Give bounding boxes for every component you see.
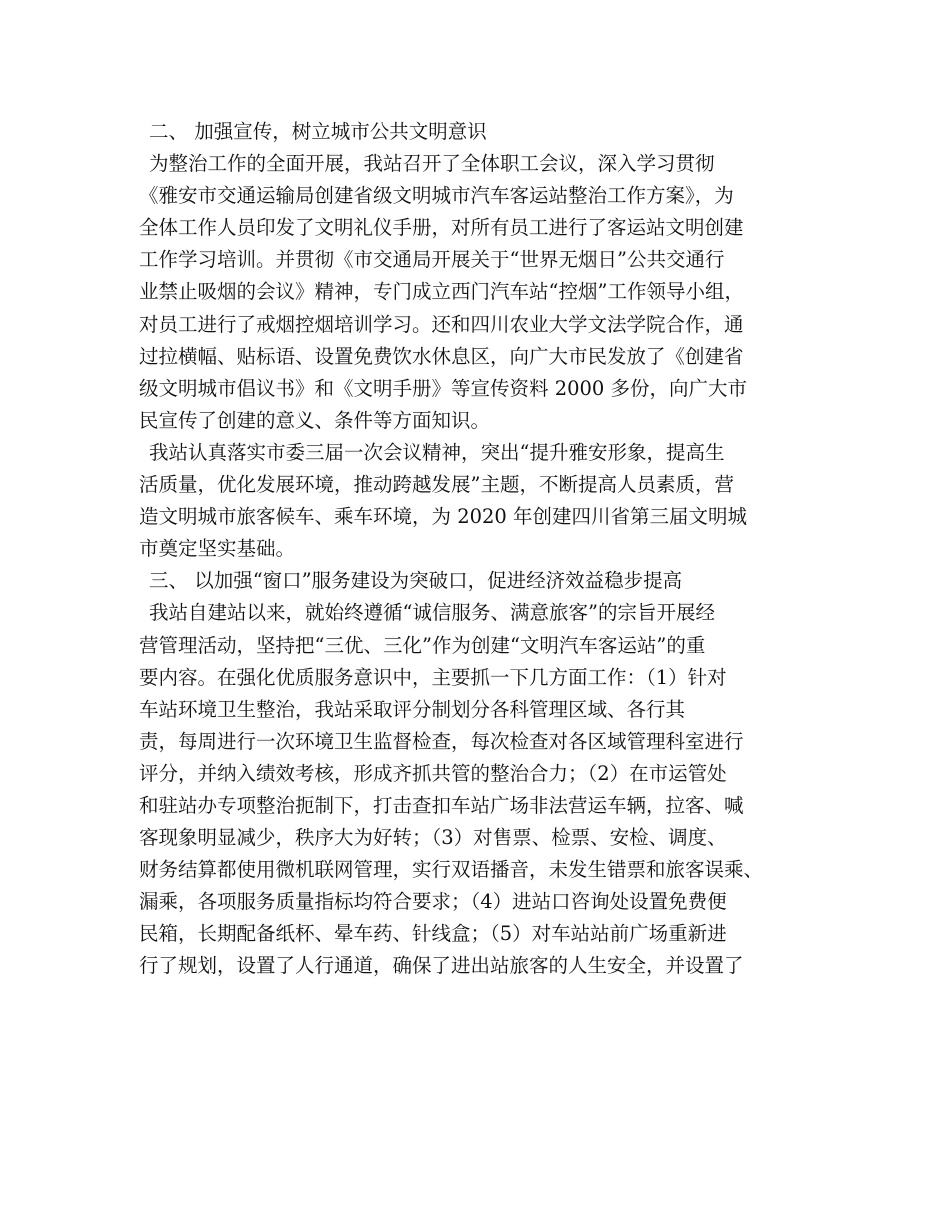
paragraph-line: 造文明城市旅客候车、乘车环境，为 2020 年创建四川省第三届文明城 <box>139 505 748 529</box>
paragraph-line: 责，每周进行一次环境卫生监督检查，每次检查对各区域管理科室进行 <box>139 729 744 753</box>
paragraph-line: 漏乘，各项服务质量指标均符合要求；（4）进站口咨询处设置免费便 <box>139 890 727 914</box>
paragraph-line: 对员工进行了戒烟控烟培训学习。还和四川农业大学文法学院合作，通 <box>139 312 744 336</box>
paragraph-line: 过拉横幅、贴标语、设置免费饮水休息区，向广大市民发放了《创建省 <box>139 344 744 368</box>
paragraph-line: 评分，并纳入绩效考核，形成齐抓共管的整治合力；（2）在市运管处 <box>139 761 727 785</box>
section-heading-2: 二、 加强宣传，树立城市公共文明意识 <box>149 120 487 143</box>
paragraph-line: 客现象明显减少，秩序大为好转；（3）对售票、检票、安检、调度、 <box>139 826 727 850</box>
paragraph-line: 要内容。在强化优质服务意识中，主要抓一下几方面工作：（1）针对 <box>139 665 727 689</box>
paragraph-line: 业禁止吸烟的会议》精神，专门成立西门汽车站“控烟”工作领导小组， <box>139 280 744 304</box>
paragraph-line: 我站自建站以来，就始终遵循“诚信服务、满意旅客”的宗旨开展经 <box>149 601 715 625</box>
section-heading-3: 三、 以加强“窗口”服务建设为突破口，促进经济效益稳步提高 <box>149 569 683 593</box>
paragraph-line: 《雅安市交通运输局创建省级文明城市汽车客运站整治工作方案》，为 <box>139 184 734 208</box>
paragraph-line: 活质量，优化发展环境，推动跨越发展”主题，不断提高人员素质，营 <box>139 473 734 497</box>
paragraph-line: 民箱，长期配备纸杯、晕车药、针线盒；（5）对车站站前广场重新进 <box>139 922 727 946</box>
paragraph-line: 我站认真落实市委三届一次会议精神，突出“提升雅安形象，提高生 <box>149 440 725 464</box>
paragraph-line: 车站环境卫生整治，我站采取评分制划分各科管理区域、各行其 <box>139 697 686 721</box>
paragraph-line: 民宣传了创建的意义、条件等方面知识。 <box>139 408 491 432</box>
paragraph-line: 级文明城市倡议书》和《文明手册》等宣传资料 2000 多份，向广大市 <box>139 376 748 400</box>
paragraph-line: 市奠定坚实基础。 <box>139 537 296 561</box>
paragraph-line: 行了规划，设置了人行通道，确保了进出站旅客的人生安全，并设置了 <box>139 954 744 978</box>
paragraph-line: 工作学习培训。并贯彻《市交通局开展关于“世界无烟日”公共交通行 <box>139 248 725 272</box>
paragraph-line: 营管理活动，坚持把“三优、三化”作为创建“文明汽车客运站”的重 <box>139 633 706 657</box>
paragraph-line: 财务结算都使用微机联网管理，实行双语播音，未发生错票和旅客误乘、 <box>139 858 764 882</box>
document-body <box>139 116 839 983</box>
paragraph-line: 为整治工作的全面开展，我站召开了全体职工会议，深入学习贯彻 <box>149 152 715 176</box>
paragraph-line: 全体工作人员印发了文明礼仪手册，对所有员工进行了客运站文明创建 <box>139 216 744 240</box>
paragraph-line: 和驻站办专项整治扼制下，打击查扣车站广场非法营运车辆，拉客、喊 <box>139 793 744 817</box>
